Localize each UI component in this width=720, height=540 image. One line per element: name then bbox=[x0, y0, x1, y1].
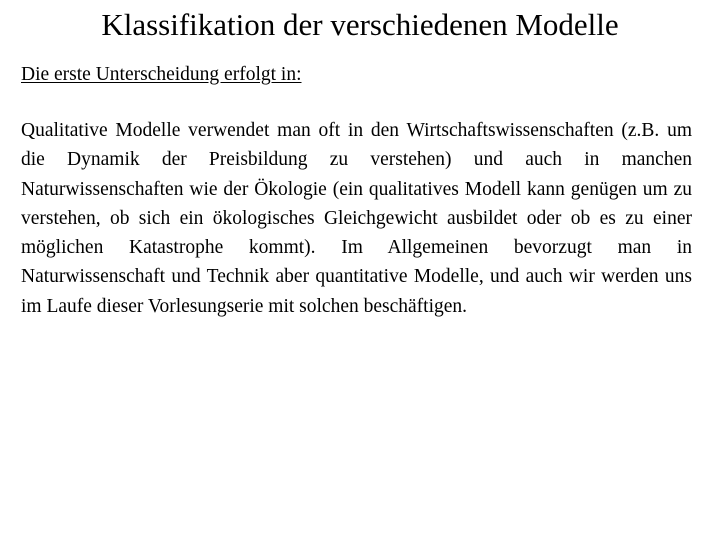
slide-title: Klassifikation der verschiedenen Modelle bbox=[101, 7, 619, 42]
body-paragraph: Qualitative Modelle verwendet man oft in den Wirtschaftswissenschaften (z.B. um die Dynamik der Preisbildung zu verstehen) und auch in manchen Naturwissenschaften wie der Ökologie (ein qualitatives Modell kann genügen um zu verstehen, ob sich ein ökologisches Gleichgewicht ausbildet oder ob es zu einer möglichen Katastrophe kommt). Im Allgemeinen bevorzugt man in Naturwissenschaft und Technik aber quantitative Modelle, und auch wir werden uns im Laufe dieser Vorlesungserie mit solchen beschäftigen. bbox=[21, 120, 692, 317]
slide-subtitle: Die erste Unterscheidung erfolgt in: bbox=[21, 64, 302, 85]
